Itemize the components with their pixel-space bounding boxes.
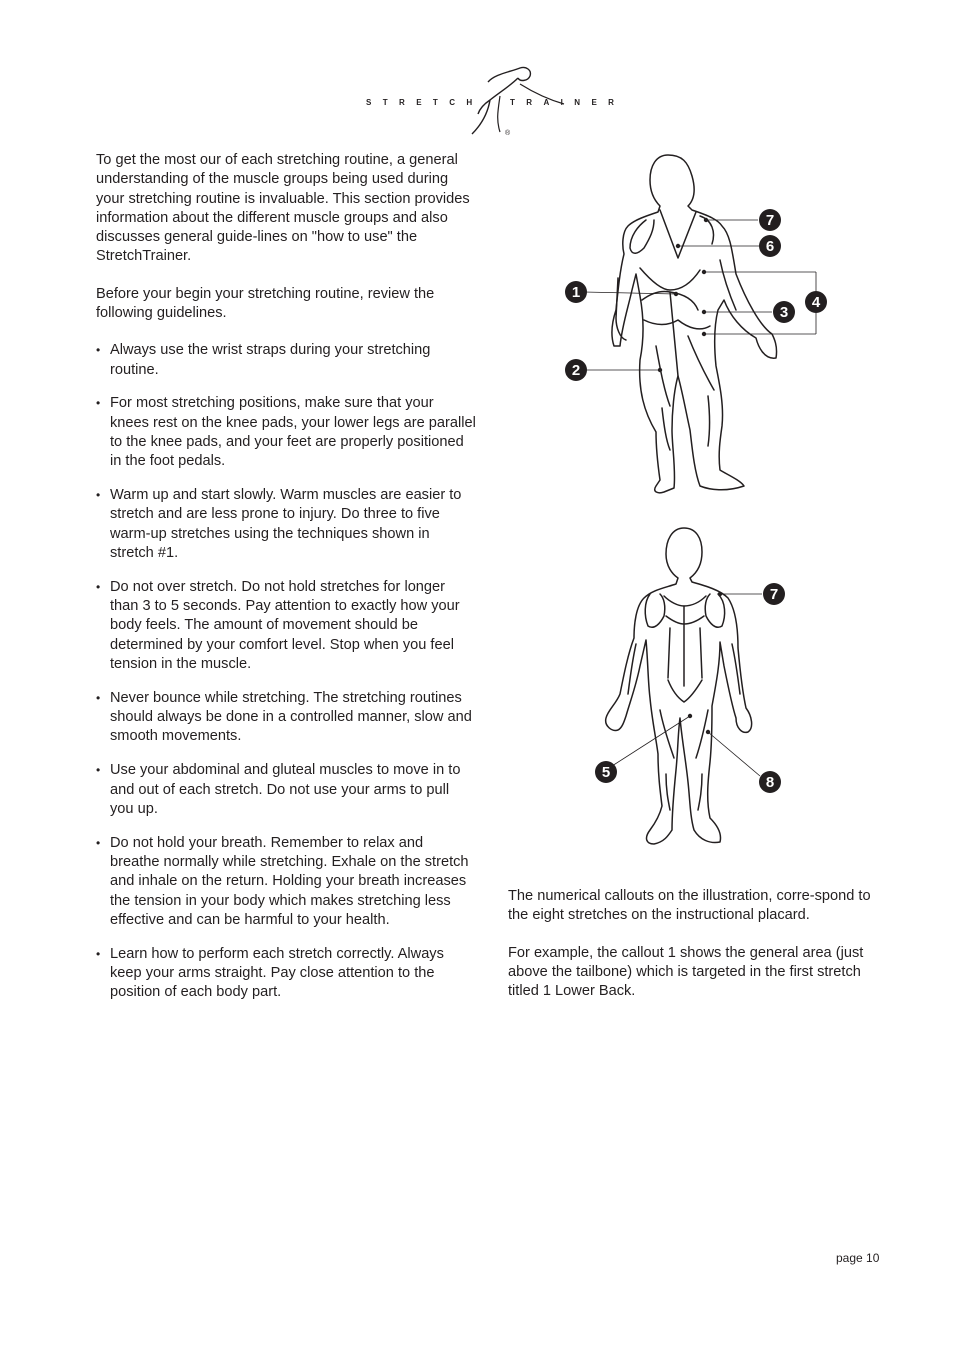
guidelines-list — [96, 341, 476, 1002]
list-item — [96, 834, 476, 930]
bullet-icon: • — [96, 763, 101, 778]
list-item-text: Do not over stretch. Do not hold stretches for longer than 3 to 5 seconds. Pay attention to exactly how your body feels. The amount of movement should be determined by your comfort level. Stop when you feel tension in the muscle. — [110, 578, 460, 673]
bullet-icon: • — [96, 835, 101, 850]
callout-8-label: 8 — [765, 774, 775, 791]
callout-1-badge — [565, 281, 587, 303]
bullet-icon: • — [96, 343, 101, 358]
list-item-text: Use your abdominal and gluteal muscles to move in to and out of each stretch. Do not use your arms to pull you up. — [110, 762, 461, 817]
bullet-icon: • — [96, 579, 101, 594]
callout-6-badge — [759, 235, 781, 257]
callout-4-label: 4 — [811, 294, 821, 311]
muscle-group-illustration — [560, 150, 860, 880]
logo-text-stretch: STRETCH — [366, 98, 484, 107]
callout-6-label: 6 — [765, 238, 775, 255]
callout-7-label: 7 — [765, 212, 775, 229]
list-item — [96, 689, 476, 747]
front-view-body — [606, 528, 752, 844]
list-item-text: Do not hold your breath. Remember to relax and breathe normally while stretching. Exhale on the stretch and inhale on the return. Holding your breath increases the tension in your body which makes stretching less effective and can be harmful to your health. — [110, 834, 469, 928]
list-item — [96, 578, 476, 674]
callout-2-label: 2 — [571, 362, 581, 379]
guidelines-column — [96, 151, 476, 1017]
back-view-body — [612, 155, 777, 493]
list-item — [96, 394, 476, 471]
callout-7-badge — [759, 209, 781, 231]
callout-1-label: 1 — [571, 284, 581, 301]
callout-2-badge — [565, 359, 587, 381]
callout-dots — [658, 218, 722, 734]
list-item — [96, 761, 476, 819]
explanation-paragraph-1: The numerical callouts on the illustration, corre-spond to the eight stretches on the instructional placard. — [508, 888, 871, 924]
list-item-text: Never bounce while stretching. The stretching routines should always be done in a controlled manner, slow and smooth movements. — [110, 689, 472, 745]
guidelines-intro: Before your begin your stretching routine, review the following guidelines. — [96, 285, 435, 322]
callout-3-label: 3 — [779, 304, 789, 321]
list-item — [96, 341, 476, 380]
logo-text-trainer: TRAINER — [510, 98, 626, 107]
bullet-icon: • — [96, 396, 101, 411]
callout-8-badge — [759, 771, 781, 793]
bullet-icon: • — [96, 690, 101, 705]
registered-mark: ® — [505, 130, 511, 137]
page-number: page 10 — [836, 1251, 880, 1265]
callout-3-badge — [773, 301, 795, 323]
intro-paragraph: To get the most our of each stretching routine, a general understanding of the muscle groups being used during your stretching routine is invaluable. This section provides information about the different muscle groups and also discusses general guide-lines on "how to use" the StretchTrainer. — [96, 152, 470, 265]
bullet-icon: • — [96, 946, 101, 961]
list-item-text: Always use the wrist straps during your stretching routine. — [110, 342, 431, 378]
list-item-text: For most stretching positions, make sure that your knees rest on the knee pads, your lower legs are parallel to the knee pads, and your feet are properly positioned in the foot pedals. — [110, 395, 476, 470]
list-item-text: Learn how to perform each stretch correctly. Always keep your arms straight. Pay close attention to the position of each body part. — [110, 945, 444, 1001]
list-item — [96, 486, 476, 563]
list-item-text: Warm up and start slowly. Warm muscles are easier to stretch and are less prone to injury. Do three to five warm-up stretches using the techniques shown in stretch #1. — [110, 487, 462, 562]
callout-4-badge — [805, 291, 827, 313]
callout-5-label: 5 — [601, 764, 611, 781]
callout-explanation — [508, 887, 888, 1019]
callout-7-front-label: 7 — [769, 586, 779, 603]
bullet-icon: • — [96, 488, 101, 503]
explanation-paragraph-2: For example, the callout 1 shows the general area (just above the tailbone) which is targeted in the first stretch titled 1 Lower Back. — [508, 944, 864, 1000]
list-item — [96, 945, 476, 1003]
callout-5-badge — [595, 761, 617, 783]
callout-7-front-badge — [763, 583, 785, 605]
stretchtrainer-logo — [360, 64, 626, 144]
